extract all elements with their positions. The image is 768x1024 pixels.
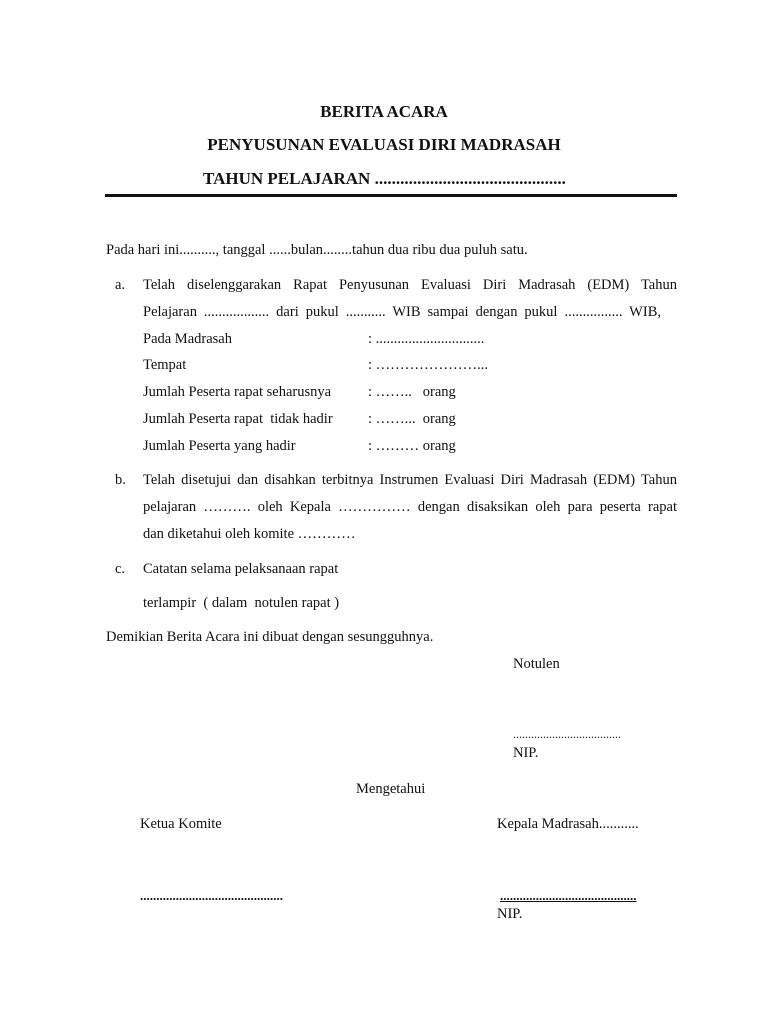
item-c-line-1: Catatan selama pelaksanaan rapat (143, 561, 339, 577)
field-label: Jumlah Peserta rapat seharusnya (143, 384, 332, 400)
field-label: Jumlah Peserta rapat tidak hadir (143, 411, 333, 427)
item-b-marker: b. (115, 472, 126, 488)
field-value: : ……... orang (368, 411, 456, 427)
item-c-marker: c. (115, 561, 126, 577)
field-value: : ……… orang (368, 438, 456, 454)
kepala-madrasah-nip: NIP. (497, 906, 523, 922)
item-c-line-2: terlampir ( dalam notulen rapat ) (143, 595, 340, 611)
document-subtitle: PENYUSUNAN EVALUASI DIRI MADRASAH (207, 135, 561, 154)
field-label: Tempat (143, 357, 187, 373)
acknowledgement-heading: Mengetahui (356, 781, 426, 797)
item-a-line-1: Telah diselenggarakan Rapat Penyusunan Evaluasi Diri Madrasah (EDM) Tahun (143, 277, 677, 293)
closing-statement: Demikian Berita Acara ini dibuat dengan sesungguhnya. (106, 629, 434, 645)
item-b-line-2: pelajaran ………. oleh Kepala …………… dengan disaksikan oleh para peserta rapat (143, 499, 677, 515)
field-value: : .............................. (368, 331, 485, 347)
kepala-madrasah-title: Kepala Madrasah........... (497, 816, 639, 832)
header-divider (105, 194, 677, 197)
notulen-signature-line: .................................... (513, 727, 621, 741)
item-a-line-2: Pelajaran .................. dari pukul ........... WIB sampai dengan pukul ................ WIB, (143, 304, 661, 320)
ketua-komite-title: Ketua Komite (140, 816, 222, 832)
academic-year-line: TAHUN PELAJARAN ............................................. (203, 169, 566, 188)
document-title: BERITA ACARA (320, 102, 448, 121)
field-label: Jumlah Peserta yang hadir (143, 438, 296, 454)
kepala-madrasah-signature-line: .......................................... (500, 888, 637, 903)
intro-paragraph: Pada hari ini.........., tanggal ......bulan........tahun dua ribu dua puluh satu. (106, 242, 528, 258)
field-value: : …….. orang (368, 384, 456, 400)
item-a-marker: a. (115, 277, 126, 293)
item-b-line-1: Telah disetujui dan disahkan terbitnya Instrumen Evaluasi Diri Madrasah (EDM) Tahun (143, 472, 677, 488)
field-value: : …………………... (368, 357, 489, 373)
field-label: Pada Madrasah (143, 331, 232, 347)
item-b-line-3: dan diketahui oleh komite ………… (143, 526, 356, 542)
notulen-title: Notulen (513, 656, 560, 672)
ketua-komite-signature-line: ............................................ (140, 888, 283, 903)
notulen-nip: NIP. (513, 745, 539, 761)
